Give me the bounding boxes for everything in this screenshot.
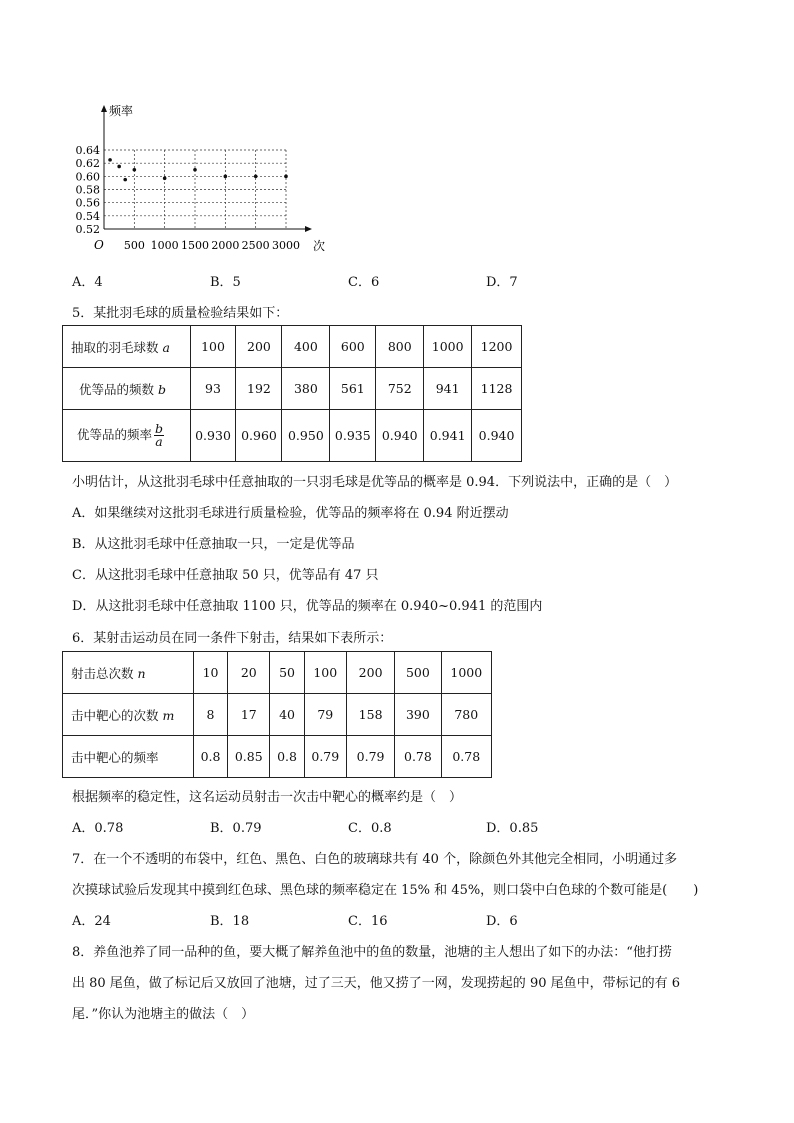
q6-cell: 100 <box>304 652 346 694</box>
data-point <box>117 165 121 169</box>
q7-option-d[interactable]: D．6 <box>486 914 518 929</box>
q5-row2-label: 优等品的频数 <box>79 381 155 397</box>
chart-gridlines <box>104 150 286 229</box>
q5-row1-label: 抽取的羽毛球数 <box>71 339 159 355</box>
q6-row1-label: 射击总次数 <box>71 665 134 681</box>
data-point <box>224 175 228 179</box>
data-point <box>133 168 137 172</box>
frequency-scatter-chart <box>60 95 340 260</box>
q6-cell: 10 <box>193 652 227 694</box>
q5-cell: 93 <box>190 368 236 410</box>
q6-cell: 0.8 <box>193 736 227 778</box>
q6-cell: 20 <box>228 652 270 694</box>
q6-row-hit-frequency <box>63 736 492 778</box>
chart-x-ticks <box>124 239 300 252</box>
q5-cell: 0.930 <box>190 410 236 462</box>
q8-line-3: 尾．”你认为池塘主的做法（ ） <box>72 1007 255 1022</box>
q4-option-a[interactable]: A．4 <box>72 275 103 290</box>
q6-cell: 780 <box>441 694 491 736</box>
q6-cell: 79 <box>304 694 346 736</box>
q5-cell: 600 <box>330 326 376 368</box>
q8-line-1: 8．养鱼池养了同一品种的鱼，要大概了解养鱼池中的鱼的数量，池塘的主人想出了如下的办法：“他打捞 <box>72 945 672 960</box>
q5-cell: 1128 <box>472 368 522 410</box>
q6-cell: 1000 <box>441 652 491 694</box>
y-tick-label: 0.62 <box>75 157 100 171</box>
q6-option-d[interactable]: D．0.85 <box>486 821 539 836</box>
q6-cell: 50 <box>270 652 304 694</box>
chart-y-ticks <box>76 144 101 236</box>
q5-cell: 0.941 <box>424 410 472 462</box>
x-tick-label: 2000 <box>211 239 240 252</box>
q6-table <box>62 651 492 778</box>
q5-row-good-count <box>63 368 522 410</box>
q4-option-d[interactable]: D．7 <box>486 275 518 290</box>
q6-cell: 200 <box>346 652 394 694</box>
q5-cell: 100 <box>190 326 236 368</box>
chart-points <box>108 158 288 181</box>
x-tick-label: 1500 <box>181 239 209 252</box>
y-tick-label: 0.64 <box>75 144 100 157</box>
q5-cell: 0.940 <box>472 410 522 462</box>
q5-cell: 1200 <box>472 326 522 368</box>
q7-option-a[interactable]: A．24 <box>72 914 111 929</box>
y-tick-label: 0.52 <box>75 223 100 236</box>
q6-cell: 500 <box>395 652 441 694</box>
q7-option-b[interactable]: B．18 <box>210 914 250 929</box>
x-tick-label: 3000 <box>272 239 300 252</box>
q5-row-sample-count <box>63 326 522 368</box>
q5-cell: 0.950 <box>282 410 330 462</box>
chart-y-label: 频率 <box>109 104 134 118</box>
q6-row2-label: 击中靶心的次数 <box>71 707 159 723</box>
q6-cell: 0.8 <box>270 736 304 778</box>
q5-stem: 5．某批羽毛球的质量检验结果如下： <box>72 306 289 321</box>
x-axis-arrow <box>305 226 312 232</box>
q6-option-a[interactable]: A．0.78 <box>72 821 124 836</box>
q6-cell: 390 <box>395 694 441 736</box>
q7-line-1: 7．在一个不透明的布袋中，红色、黑色、白色的玻璃球共有 40 个，除颜色外其他完全相同，小明通过多 <box>72 852 678 867</box>
data-point <box>108 158 112 162</box>
b-over-a-fraction: $\frac{b}{a}$ <box>155 421 164 449</box>
q6-row-hits <box>63 694 492 736</box>
q5-cell: 0.940 <box>376 410 424 462</box>
q6-row-total-shots <box>63 652 492 694</box>
q4-option-c[interactable]: C．6 <box>348 275 380 290</box>
q5-row1-var: a <box>162 339 170 355</box>
q5-cell: 941 <box>424 368 472 410</box>
q5-row-good-frequency <box>63 410 522 462</box>
chart-x-label: 次 <box>313 239 326 253</box>
q5-cell: 1000 <box>424 326 472 368</box>
q5-cell: 752 <box>376 368 424 410</box>
q5-cell: 192 <box>236 368 282 410</box>
q6-question: 根据频率的稳定性，这名运动员射击一次击中靶心的概率约是（ ） <box>72 790 463 805</box>
x-tick-label: 1000 <box>150 239 179 252</box>
x-tick-label: 500 <box>123 239 145 252</box>
q5-cell: 561 <box>330 368 376 410</box>
q5-table <box>62 325 522 462</box>
y-tick-label: 0.56 <box>75 196 100 210</box>
q6-cell: 8 <box>193 694 227 736</box>
q5-row3-label: 优等品的频率 <box>77 427 153 442</box>
q5-cell: 200 <box>236 326 282 368</box>
q5-cell: 800 <box>376 326 424 368</box>
q6-row1-var: n <box>137 665 146 681</box>
y-tick-label: 0.58 <box>75 183 100 197</box>
chart-origin-label: O <box>94 238 104 252</box>
q6-cell: 0.78 <box>395 736 441 778</box>
q4-option-b[interactable]: B．5 <box>210 275 241 290</box>
q7-option-c[interactable]: C．16 <box>348 914 388 929</box>
x-tick-label: 2500 <box>241 239 270 252</box>
y-tick-label: 0.60 <box>75 170 100 184</box>
data-point <box>163 177 167 181</box>
q8-line-2: 出 80 尾鱼，做了标记后又放回了池塘，过了三天，他又捞了一网，发现捞起的 90 尾鱼中，带标记的有 6 <box>72 976 681 991</box>
q6-option-b[interactable]: B．0.79 <box>210 821 262 836</box>
q5-option-a[interactable]: A．如果继续对这批羽毛球进行质量检验，优等品的频率将在 0.94 附近摆动 <box>72 506 509 521</box>
q5-cell: 400 <box>282 326 330 368</box>
q6-row2-var: m <box>162 707 175 723</box>
q5-cell: 0.935 <box>330 410 376 462</box>
q5-option-d[interactable]: D．从这批羽毛球中任意抽取 1100 只，优等品的频率在 0.940~0.941 的范围内 <box>72 599 543 614</box>
q6-stem: 6．某射击运动员在同一条件下射击，结果如下表所示： <box>72 631 393 646</box>
q7-line-2: 次摸球试验后发现其中摸到红色球、黑色球的频率稳定在 15% 和 45%，则口袋中白色球的个数可能是( ) <box>72 883 699 898</box>
q5-row2-var: b <box>158 381 167 397</box>
data-point <box>193 168 197 172</box>
q6-cell: 0.85 <box>228 736 270 778</box>
q6-cell: 0.79 <box>304 736 346 778</box>
data-point <box>123 178 127 182</box>
q5-cell: 380 <box>282 368 330 410</box>
q6-cell: 0.79 <box>346 736 394 778</box>
q6-row3-label: 击中靶心的频率 <box>63 736 194 778</box>
q6-cell: 40 <box>270 694 304 736</box>
q5-option-c[interactable]: C．从这批羽毛球中任意抽取 50 只，优等品有 47 只 <box>72 568 379 583</box>
q6-option-c[interactable]: C．0.8 <box>348 821 392 836</box>
y-tick-label: 0.54 <box>75 209 100 223</box>
data-point <box>254 175 258 179</box>
y-axis-arrow <box>101 105 107 112</box>
q6-cell: 17 <box>228 694 270 736</box>
q5-question: 小明估计，从这批羽毛球中任意抽取的一只羽毛球是优等品的概率是 0.94．下列说法中，正确的是（ ） <box>72 475 678 490</box>
q6-cell: 158 <box>346 694 394 736</box>
data-point <box>284 175 288 179</box>
q5-option-b[interactable]: B．从这批羽毛球中任意抽取一只，一定是优等品 <box>72 537 355 552</box>
q6-cell: 0.78 <box>441 736 491 778</box>
q5-cell: 0.960 <box>236 410 282 462</box>
chart-axes <box>101 105 312 232</box>
